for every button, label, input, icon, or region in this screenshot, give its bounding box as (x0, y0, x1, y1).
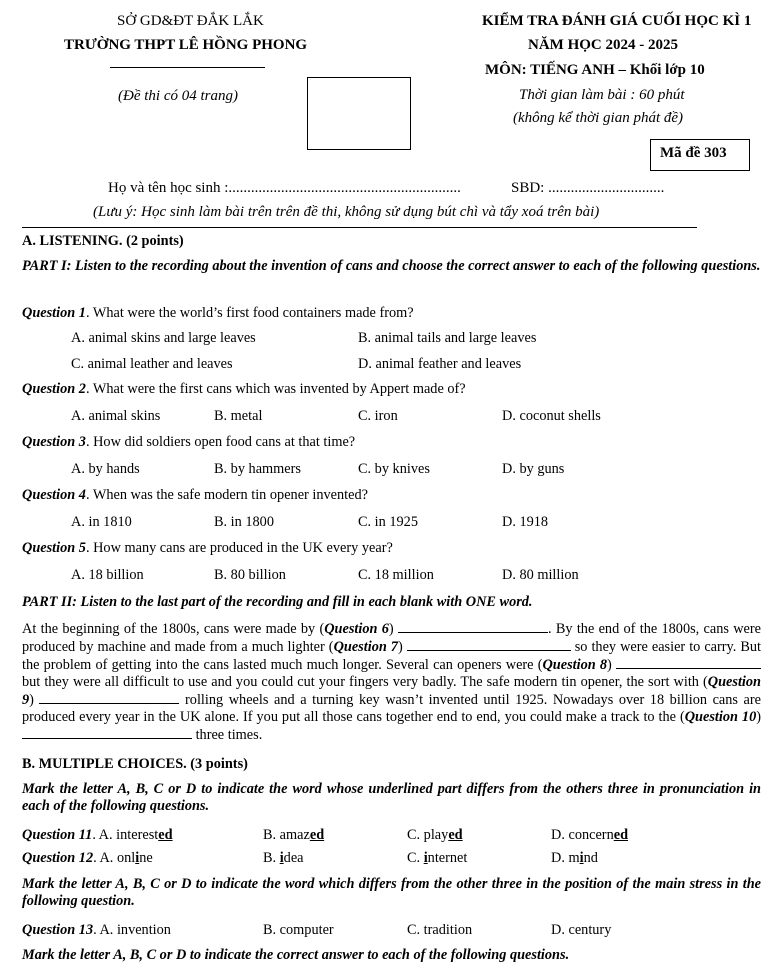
q1-option-b: B. animal tails and large leaves (358, 330, 537, 346)
stress-instruction: Mark the letter A, B, C or D to indicate the word which differs from the other three in the position of the main stress in the following question. (22, 876, 761, 909)
listening-passage: At the beginning of the 1800s, cans were made by (Question 6) . By the end of the 1800s, cans were produced by machine and made from a much lighter (Question 7) so they were easier to carry. But the problem of getting into the cans lasted much much longer. Several can openers were (Question 8) but they were all difficult to use and you could cut your fingers very badly. The safe modern tin opener, the sort with (Question 9) rolling wheels and a turning key wasn’t invented until 1925. Nowadays over 18 billion cans are produced every year in the UK alone. If you put all those cans together end to end, you could make a track to the (Question 10) three times. (22, 621, 762, 743)
q11-option-d: D. concerned (551, 827, 629, 843)
q3-option-c: C. by knives (358, 461, 430, 477)
q12-option-b: B. idea (263, 850, 304, 866)
section-a-title: A. LISTENING. (2 points) (22, 233, 184, 249)
page-count-note: (Đề thi có 04 trang) (118, 88, 238, 104)
question-1: Question 1. What were the world’s first food containers made from? (22, 305, 414, 321)
question-label: Question 1 (22, 305, 86, 321)
blank-question-9[interactable] (39, 691, 179, 704)
blank-question-8[interactable] (616, 656, 761, 669)
school-name: TRƯỜNG THPT LÊ HỒNG PHONG (64, 37, 308, 53)
q11-option-b: B. amazed (263, 827, 325, 843)
q13-option-b: B. computer (263, 922, 334, 938)
header-divider (110, 67, 265, 68)
q4-option-a: A. in 1810 (71, 514, 132, 530)
question-4: Question 4. When was the safe modern tin opener invented? (22, 487, 368, 503)
subject-line: MÔN: TIẾNG ANH – Khối lớp 10 (485, 62, 705, 78)
q2-option-d: D. coconut shells (502, 408, 601, 424)
q5-option-a: A. 18 billion (71, 567, 144, 583)
q12-option-d: D. mind (551, 850, 598, 866)
score-box (307, 77, 411, 150)
question-11: Question 11. A. interested (22, 827, 173, 843)
exam-code: Mã đề 303 (660, 145, 727, 161)
q1-option-d: D. animal feather and leaves (358, 356, 522, 372)
q2-option-b: B. metal (214, 408, 263, 424)
q11-option-c: C. played (407, 827, 463, 843)
q1-option-c: C. animal leather and leaves (71, 356, 233, 372)
q13-option-c: C. tradition (407, 922, 473, 938)
school-year: NĂM HỌC 2024 - 2025 (528, 37, 678, 53)
note-divider (22, 227, 697, 228)
q5-option-c: C. 18 million (358, 567, 434, 583)
q2-option-a: A. animal skins (71, 408, 161, 424)
question-5: Question 5. How many cans are produced in the UK every year? (22, 540, 393, 556)
blank-question-10[interactable] (22, 726, 192, 739)
q12-option-c: C. internet (407, 850, 468, 866)
question-2: Question 2. What were the first cans which was invented by Appert made of? (22, 381, 466, 397)
q4-option-c: C. in 1925 (358, 514, 418, 530)
time-note: (không kể thời gian phát đề) (513, 110, 684, 126)
q3-option-b: B. by hammers (214, 461, 301, 477)
question-12: Question 12. A. online (22, 850, 153, 866)
part1-instruction: PART I: Listen to the recording about the invention of cans and choose the correct answer to each of the following questions. (22, 258, 761, 274)
q3-option-d: D. by guns (502, 461, 565, 477)
pronunciation-instruction: Mark the letter A, B, C or D to indicate the word whose underlined part differs from the others three in pronunciation in each of the following questions. (22, 781, 761, 814)
q3-option-a: A. by hands (71, 461, 140, 477)
q13-option-d: D. century (551, 922, 612, 938)
q5-option-d: D. 80 million (502, 567, 579, 583)
question-3: Question 3. How did soldiers open food cans at that time? (22, 434, 356, 450)
q4-option-b: B. in 1800 (214, 514, 274, 530)
correct-answer-instruction: Mark the letter A, B, C or D to indicate the correct answer to each of the following questions. (22, 947, 570, 963)
student-name-line: Họ và tên học sinh :.............................................................. (108, 180, 461, 196)
blank-question-7[interactable] (407, 638, 571, 651)
exam-title: KIỂM TRA ĐÁNH GIÁ CUỐI HỌC KÌ 1 (482, 13, 752, 29)
q2-option-c: C. iron (358, 408, 398, 424)
sbd-line: SBD: ............................... (511, 180, 665, 196)
q4-option-d: D. 1918 (502, 514, 549, 530)
question-13: Question 13. A. invention (22, 922, 171, 938)
section-b-title: B. MULTIPLE CHOICES. (3 points) (22, 756, 248, 772)
blank-question-6[interactable] (398, 620, 548, 633)
part2-instruction: PART II: Listen to the last part of the recording and fill in each blank with ONE word. (22, 594, 533, 610)
exam-rules-note: (Lưu ý: Học sinh làm bài trên trên đề thi, không sử dụng bút chì và tẩy xoá trên bài) (93, 204, 600, 220)
exam-code-box (650, 139, 750, 171)
q1-option-a: A. animal skins and large leaves (71, 330, 256, 346)
department-name: SỞ GD&ĐT ĐẮK LẮK (117, 13, 264, 29)
time-limit: Thời gian làm bài : 60 phút (519, 87, 685, 103)
q5-option-b: B. 80 billion (214, 567, 286, 583)
